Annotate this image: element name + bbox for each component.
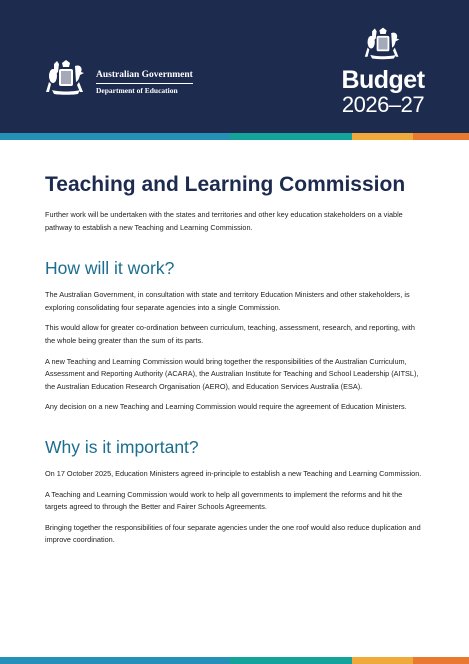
government-wordmark [96, 69, 193, 96]
stripe-segment-teal [230, 133, 352, 140]
australian-government-logo [44, 60, 204, 100]
page-title: Teaching and Learning Commission [45, 173, 406, 196]
paragraph: A new Teaching and Learning Commission would bring together the responsibilities of the Australian Curriculum, Assessment and Reporting Authority (ACARA), the Australian Institute for Teaching and School Leadership (AITSL), the Australian Education Research Organisation (AERO), and Education Services Australia (ESA). [45, 356, 419, 391]
stripe-segment-teal [230, 657, 352, 664]
paragraph: Bringing together the responsibilities of four separate agencies under the one roof would also reduce duplication and improve coordination. [45, 522, 421, 545]
footer-color-stripe [0, 657, 469, 664]
paragraph: A Teaching and Learning Commission would work to help all governments to implement the reforms and hit the targets agreed to through the Better and Fairer Schools Agreements. [45, 489, 403, 512]
stripe-segment-orange [413, 133, 469, 140]
section-heading: Why is it important? [45, 436, 199, 457]
section-heading: How will it work? [45, 258, 175, 279]
budget-badge [333, 26, 433, 122]
budget-year: 2026–27 [341, 92, 425, 117]
paragraph: This would allow for greater co-ordination between curriculum, teaching, assessment, research, and reporting, with the whole being greater than the sum of its parts. [45, 323, 415, 345]
header-color-stripe [0, 133, 469, 140]
stripe-segment-blue [0, 133, 230, 140]
stripe-segment-yellow [352, 657, 413, 664]
paragraph: Any decision on a new Teaching and Learning Commission would require the agreement of Education Ministers. [45, 402, 407, 412]
department-name: Department of Education [96, 83, 193, 96]
coat-of-arms-icon [363, 26, 403, 62]
stripe-segment-blue [0, 657, 230, 664]
budget-word: Budget [341, 66, 425, 94]
stripe-segment-orange [413, 657, 469, 664]
main-content [45, 170, 425, 547]
government-name: Australian Government [96, 70, 193, 80]
stripe-segment-yellow [352, 133, 413, 140]
intro-paragraph: Further work will be undertaken with the states and territories and other key education stakeholders on a viable pathway to establish a new Teaching and Learning Commission. [45, 210, 403, 232]
page-header [0, 0, 469, 133]
paragraph: The Australian Government, in consultation with state and territory Education Ministers and other stakeholders, is exploring consolidating four separate agencies into a single Commission. [45, 290, 410, 312]
coat-of-arms-icon [44, 60, 88, 96]
paragraph: On 17 October 2025, Education Ministers agreed in-principle to establish a new Teaching and Learning Commission. [45, 468, 422, 478]
